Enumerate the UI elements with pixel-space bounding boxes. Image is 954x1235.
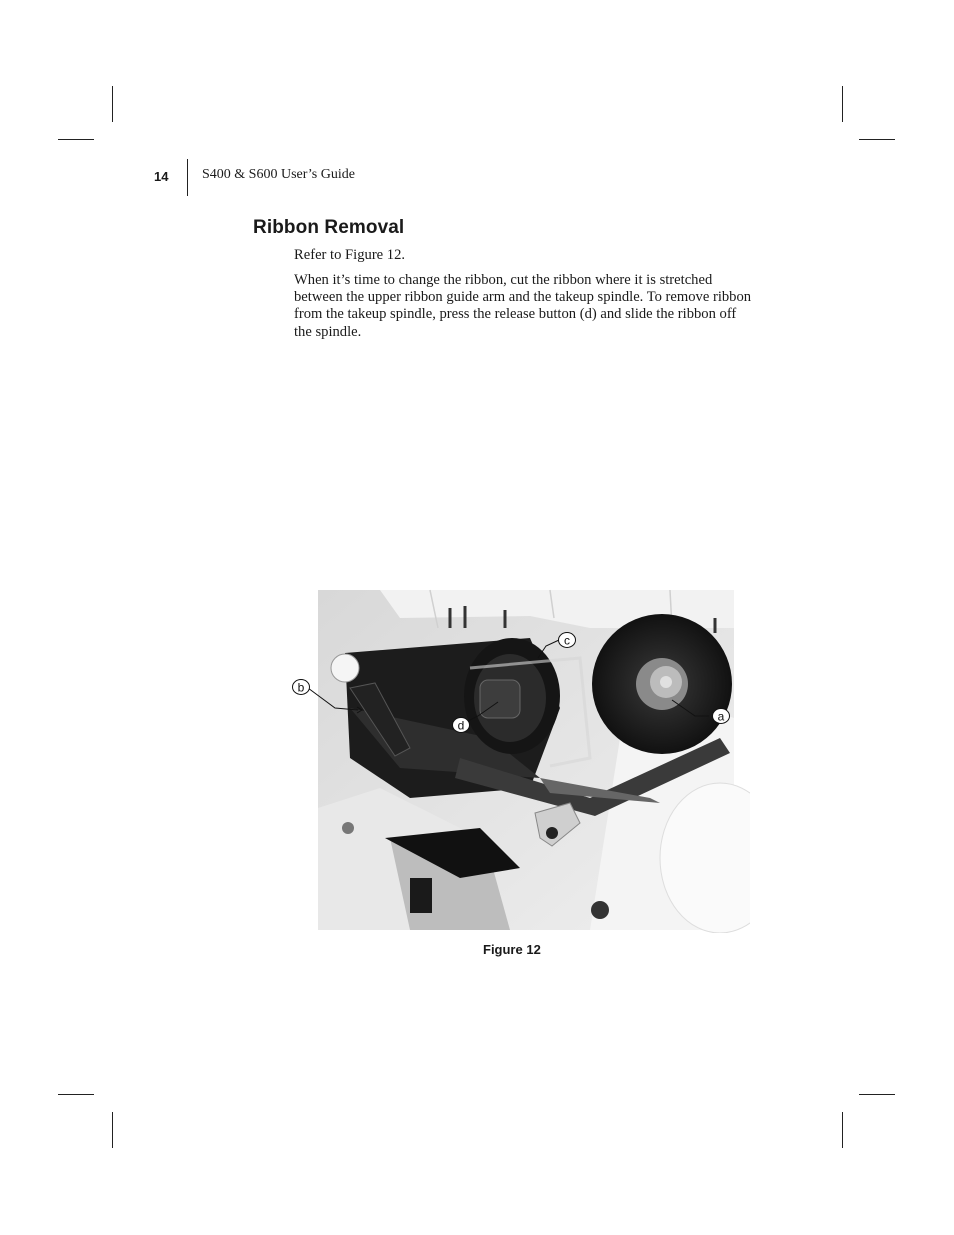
callout-a: [713, 709, 730, 724]
crop-mark-bottom-right-vertical: [842, 1112, 843, 1148]
printer-mechanism-photo: [290, 588, 750, 933]
callout-d: [453, 718, 470, 733]
callout-d-label: d: [457, 718, 465, 733]
callout-c-label: c: [564, 633, 570, 648]
callout-a-label: a: [717, 709, 725, 724]
callout-c: [559, 633, 576, 648]
page-number: 14: [154, 169, 169, 184]
callout-b: [293, 680, 310, 695]
section-title: Ribbon Removal: [253, 217, 405, 238]
callout-b-label: b: [297, 680, 305, 695]
figure-caption: Figure 12: [483, 942, 541, 957]
crop-mark-bottom-left-vertical: [112, 1112, 113, 1148]
crop-mark-top-left-horizontal: [58, 139, 94, 140]
running-title: S400 & S600 User’s Guide: [202, 167, 355, 182]
paragraph-instructions: When it’s time to change the ribbon, cut the ribbon where it is stretched between the upper ribbon guide arm and the takeup spindle. To remove ribbon from the takeup spindle, press the release button (d) and slide the ribbon off the spindle.: [294, 272, 752, 340]
crop-mark-bottom-left-horizontal: [58, 1094, 94, 1095]
paragraph-reference: Refer to Figure 12.: [294, 247, 406, 263]
crop-mark-top-right-vertical: [842, 86, 843, 122]
crop-mark-top-left-vertical: [112, 86, 113, 122]
crop-mark-top-right-horizontal: [859, 139, 895, 140]
crop-mark-bottom-right-horizontal: [859, 1094, 895, 1095]
header-divider: [187, 159, 188, 196]
